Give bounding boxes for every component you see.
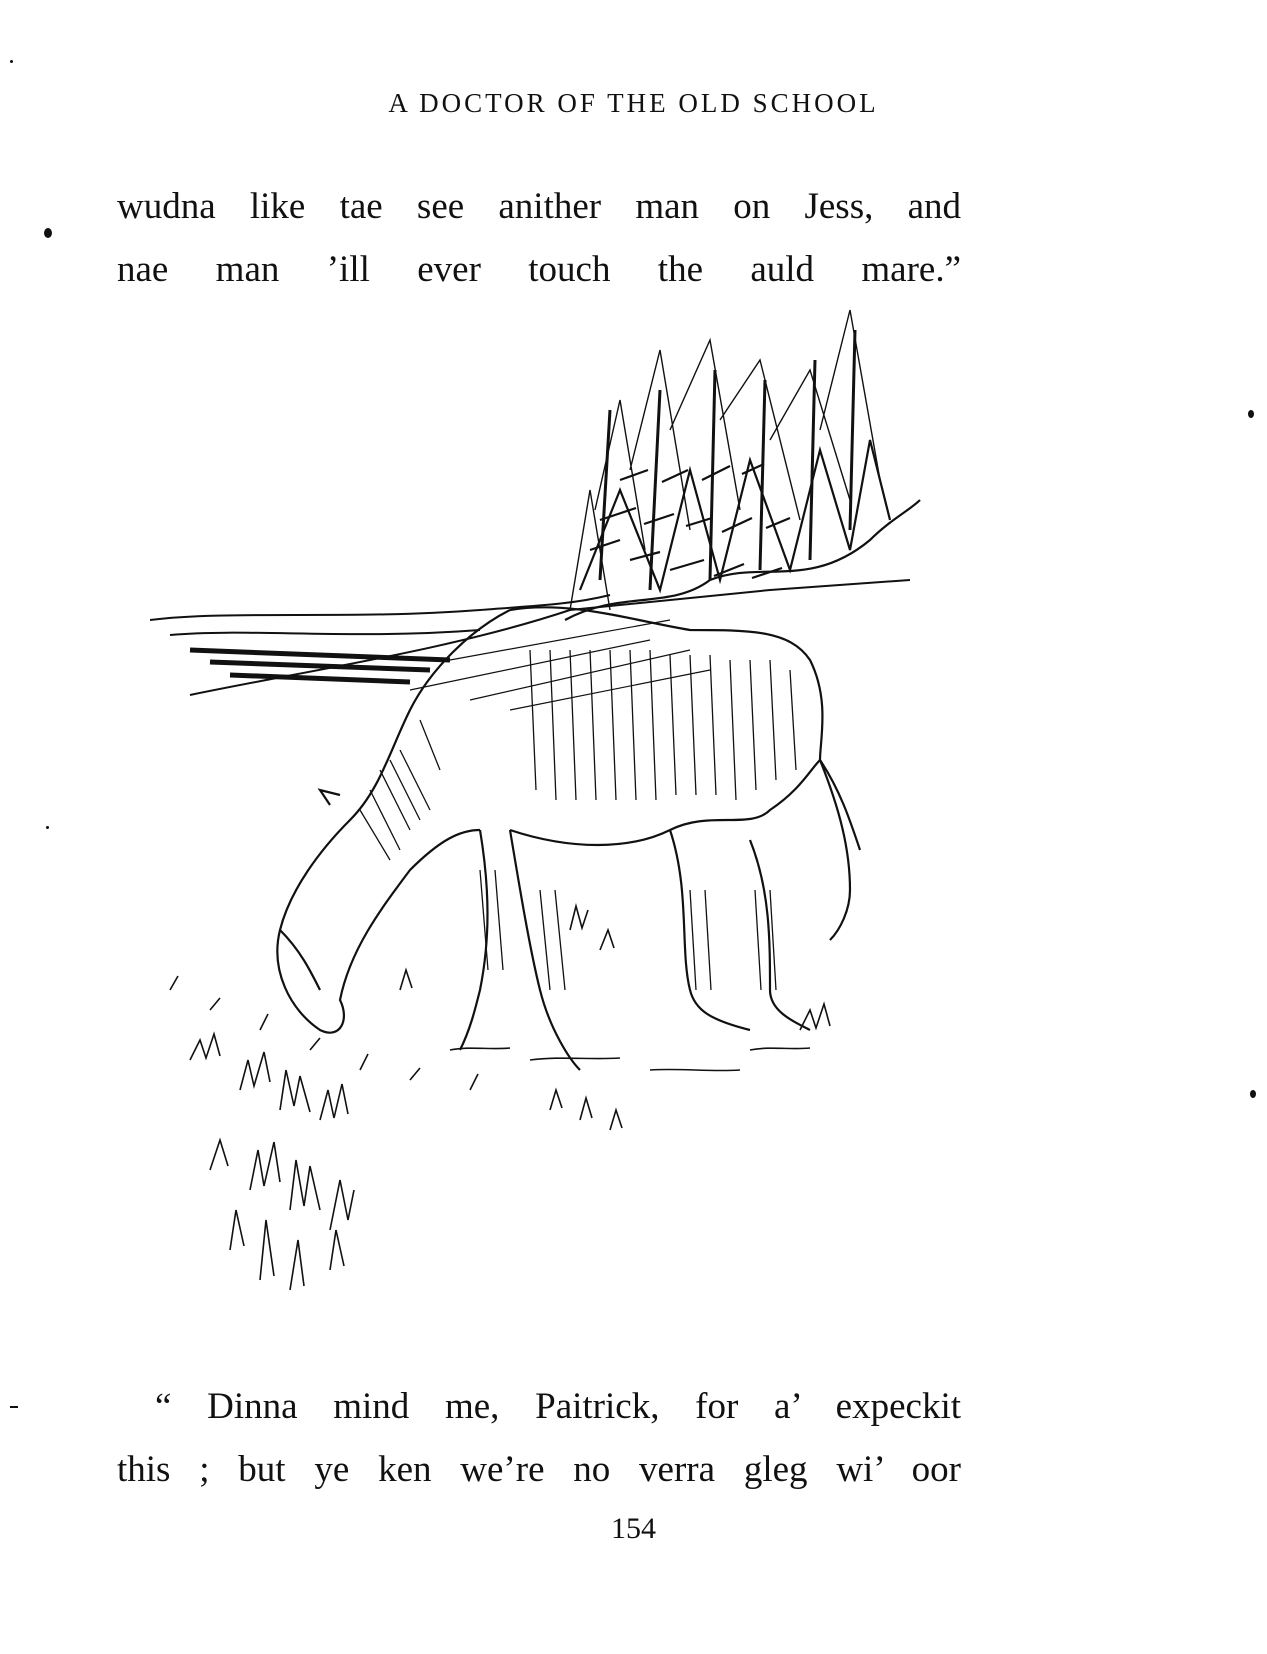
ink-speck [10, 60, 13, 63]
ink-speck [1248, 410, 1254, 418]
paragraph-2 [117, 1375, 961, 1501]
page-number: 154 [611, 1512, 656, 1545]
paragraph-2-line-1: “ Dinna mind me, Paitrick, for a’ expeckit [155, 1386, 961, 1427]
ink-speck [44, 228, 52, 238]
horse [277, 607, 860, 1070]
running-head: A DOCTOR OF THE OLD SCHOOL [388, 88, 879, 118]
ink-speck [10, 1406, 18, 1408]
ink-speck [1250, 1090, 1256, 1098]
paragraph-1-line-2: nae man ’ill ever touch the auld mare.” [117, 249, 961, 290]
paragraph-1 [117, 175, 961, 301]
paragraph-1-line-1: wudna like tae see anither man on Jess, and [117, 186, 961, 227]
horse-illustration [150, 290, 970, 1340]
grass [170, 906, 830, 1290]
ink-speck [46, 826, 49, 829]
fir-trees [565, 310, 920, 620]
paragraph-2-line-2: this ; but ye ken we’re no verra gleg wi’ oor [117, 1449, 961, 1490]
